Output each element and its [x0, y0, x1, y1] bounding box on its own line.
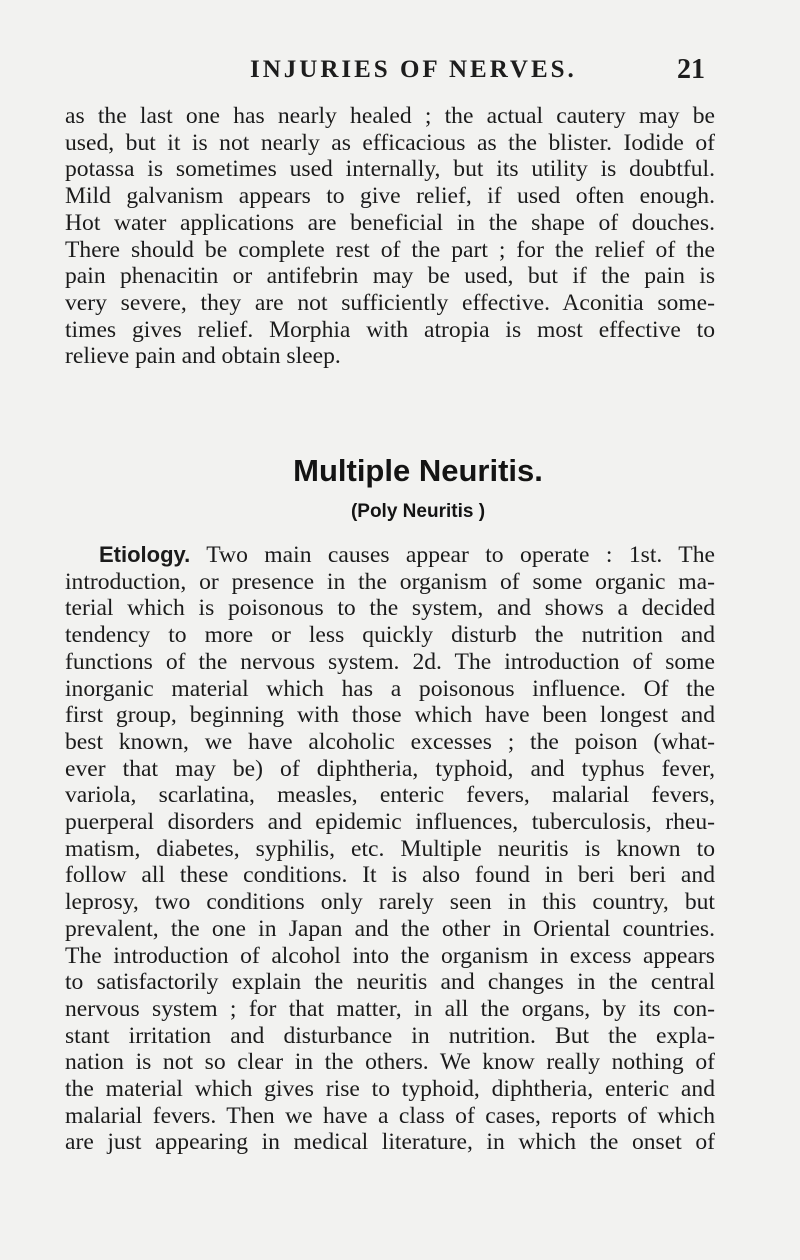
text-line: ever that may be) of diphtheria, typhoid, and typhus fever, — [65, 755, 715, 782]
page-number: 21 — [677, 54, 705, 85]
text-line: are just appearing in medical literature, in which the onset of — [65, 1129, 715, 1156]
text-line: to satisfactorily explain the neuritis and changes in the central — [65, 969, 715, 996]
top-paragraph — [65, 103, 715, 370]
section-heading: Multiple Neuritis. — [293, 453, 543, 488]
text-line: the material which gives rise to typhoid, diphtheria, enteric and — [65, 1076, 715, 1103]
text-line: relieve pain and obtain sleep. — [65, 343, 341, 370]
text-line: as the last one has nearly healed ; the actual cautery may be — [65, 103, 715, 129]
first-line-text: Two main causes appear to operate : 1st. The — [190, 542, 715, 568]
text-line: matism, diabetes, syphilis, etc. Multiple neuritis is known to — [65, 835, 715, 862]
text-line: best known, we have alcoholic excesses ; the poison (what- — [65, 728, 715, 755]
text-line: inorganic material which has a poisonous influence. Of the — [65, 675, 715, 702]
run-in-label: Etiology. — [99, 542, 191, 567]
text-line: follow all these conditions. It is also found in beri beri and — [65, 862, 715, 889]
text-line: pain phenacitin or antifebrin may be used, but if the pain is — [65, 263, 715, 290]
text-line: malarial fevers. Then we have a class of cases, reports of which — [65, 1102, 715, 1129]
text-line: stant irritation and disturbance in nutrition. But the expla- — [65, 1022, 715, 1049]
text-line: times gives relief. Morphia with atropia is most effective to — [65, 316, 715, 343]
text-line: The introduction of alcohol into the organism in excess appears — [65, 942, 715, 969]
text-line: nation is not so clear in the others. We know really nothing of — [65, 1049, 715, 1076]
text-line: used, but it is not nearly as efficacious as the blister. Iodide of — [65, 129, 715, 156]
section-subheading: (Poly Neuritis ) — [350, 501, 486, 522]
text-line: potassa is sometimes used internally, but its utility is doubtful. — [65, 156, 715, 183]
text-line: Mild galvanism appears to give relief, if used often enough. — [65, 183, 715, 210]
text-line: prevalent, the one in Japan and the other in Oriental countries. — [65, 915, 715, 942]
text-line: terial which is poisonous to the system, and shows a decided — [65, 595, 715, 622]
text-line: functions of the nervous system. 2d. The introduction of some — [65, 648, 715, 675]
text-line: very severe, they are not sufficiently effective. Aconitia some- — [65, 289, 715, 316]
text-line: leprosy, two conditions only rarely seen in this country, but — [65, 889, 715, 916]
text-line: tendency to more or less quickly disturb the nutrition and — [65, 622, 715, 649]
text-line: nervous system ; for that matter, in all the organs, by its con- — [65, 995, 715, 1022]
text-line: Hot water applications are beneficial in the shape of douches. — [65, 209, 715, 236]
text-line: There should be complete rest of the part ; for the relief of the — [65, 236, 715, 263]
text-line: first group, beginning with those which have been longest and — [65, 702, 715, 729]
text-line — [65, 542, 715, 569]
text-line: puerperal disorders and epidemic influences, tuberculosis, rheu- — [65, 809, 715, 836]
text-line: introduction, or presence in the organism of some organic ma- — [65, 568, 715, 595]
etiology-paragraph — [65, 542, 715, 1156]
running-title: INJURIES OF NERVES. — [250, 56, 577, 83]
text-line: variola, scarlatina, measles, enteric fevers, malarial fevers, — [65, 782, 715, 809]
